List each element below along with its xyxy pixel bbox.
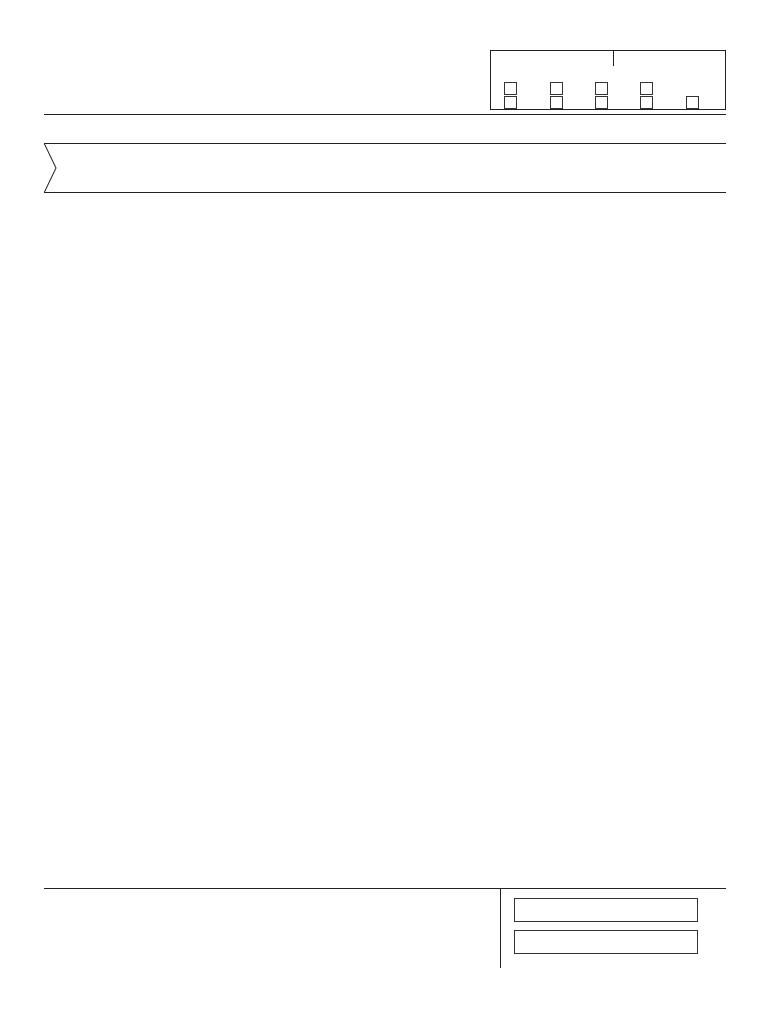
line-15-checkbox[interactable] bbox=[595, 96, 608, 109]
total-amount bbox=[514, 930, 698, 954]
line-11a-checkbox[interactable] bbox=[504, 82, 517, 95]
line-12-checkbox[interactable] bbox=[640, 82, 653, 95]
line-11c-checkbox[interactable] bbox=[595, 82, 608, 95]
line-11b-checkbox[interactable] bbox=[550, 82, 563, 95]
committee-bracket-icon bbox=[44, 143, 58, 193]
line-14-checkbox[interactable] bbox=[550, 96, 563, 109]
line-13-checkbox[interactable] bbox=[504, 96, 517, 109]
line-16-checkbox[interactable] bbox=[640, 96, 653, 109]
subtotal-amount bbox=[514, 898, 698, 922]
line-17-checkbox[interactable] bbox=[686, 96, 699, 109]
